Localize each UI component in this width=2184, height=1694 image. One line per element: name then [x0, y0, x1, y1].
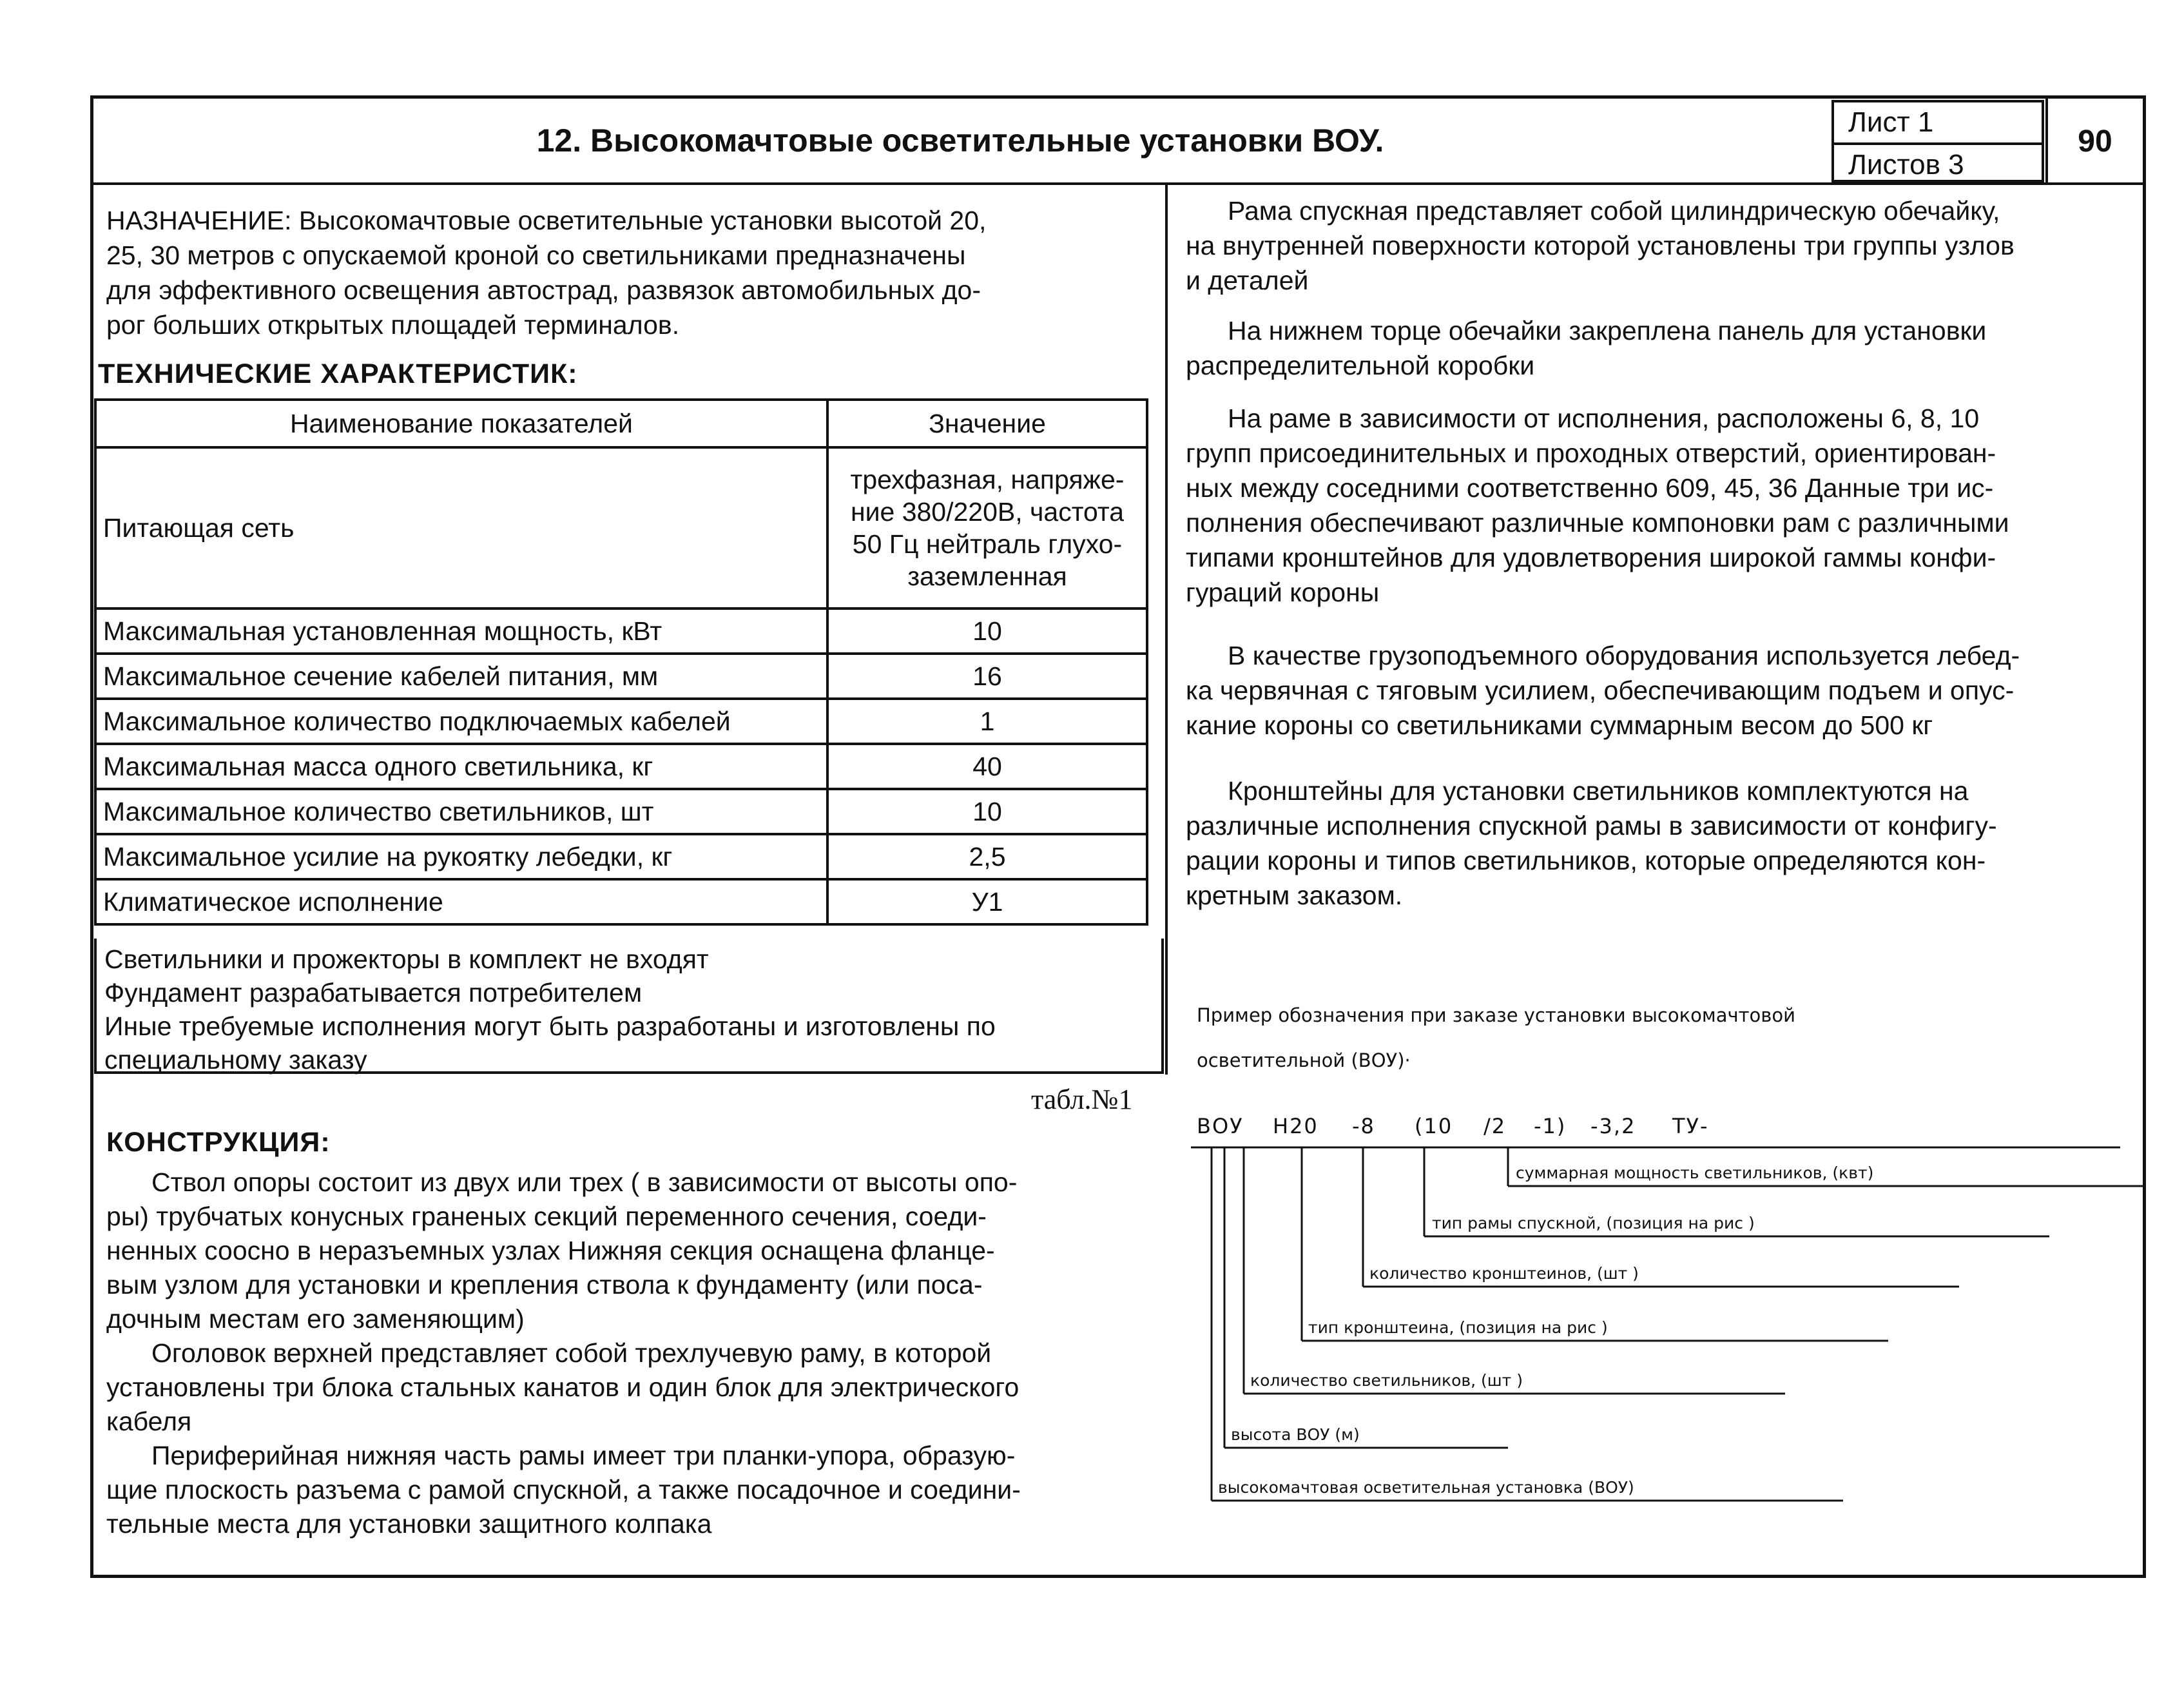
right-line: типами кронштейнов для удовлетворения широкой гаммы конфи-	[1186, 543, 1996, 572]
column-header-value: Значение	[827, 400, 1147, 447]
note-line: Иные требуемые исполнения могут быть разработаны и изготовлены по	[104, 1011, 996, 1041]
spec-name: Питающая сеть	[95, 447, 827, 608]
spec-value-line: заземленная	[907, 561, 1067, 591]
right-paragraph	[1186, 313, 2133, 383]
spec-name: Максимальное количество светильников, шт	[95, 789, 827, 834]
right-line: полнения обеспечивают различные компоновки рам с различными	[1186, 508, 2009, 538]
spec-value: 2,5	[827, 834, 1147, 879]
column-divider	[1165, 185, 1168, 1075]
table-row	[95, 834, 1147, 879]
purpose-text	[106, 203, 1163, 342]
construction-heading: КОНСТРУКЦИЯ:	[106, 1127, 331, 1158]
legend-bracket-count: количество кронштеинов, (шт )	[1369, 1264, 1639, 1283]
spec-name: Максимальное сечение кабелей питания, мм	[95, 654, 827, 699]
code-part: ВОУ	[1197, 1114, 1244, 1138]
table-header-row	[95, 400, 1147, 447]
right-line: различные исполнения спускной рамы в зависимости от конфигу-	[1186, 811, 1997, 841]
table-row	[95, 879, 1147, 924]
right-line: на внутренней поверхности которой установлены три группы узлов	[1186, 231, 2015, 260]
right-paragraph	[1186, 774, 2133, 913]
spec-value: 10	[827, 608, 1147, 654]
right-line: гураций короны	[1186, 578, 1380, 607]
right-line: Кронштейны для установки светильников комплектуются на	[1228, 776, 1969, 806]
code-part: -1)	[1534, 1114, 1567, 1138]
construction-line: установлены три блока стальных канатов и один блок для электрического	[106, 1372, 1020, 1402]
sheet-info-box	[1831, 100, 2044, 182]
spec-name: Максимальная масса одного светильника, кг	[95, 744, 827, 789]
right-line: рации короны и типов светильников, которые определяются кон-	[1186, 846, 1986, 875]
specs-heading: ТЕХНИЧЕСКИЕ ХАРАКТЕРИСТИК:	[98, 358, 578, 389]
purpose-line: 25, 30 метров с опускаемой кроной со светильниками предназначены	[106, 240, 966, 270]
construction-line: ненных соосно в неразъемных узлах Нижняя секция оснащена фланце-	[106, 1236, 995, 1265]
spec-name: Максимальное усилие на рукоятку лебедки, кг	[95, 834, 827, 879]
construction-line: щие плоскость разъема с рамой спускной, а также посадочное и соедини-	[106, 1475, 1021, 1504]
spec-value-line: ние 380/220В, частота	[850, 497, 1125, 527]
construction-line: тельные места для установки защитного колпака	[106, 1509, 712, 1539]
code-part: -3,2	[1590, 1114, 1636, 1138]
right-line: ных между соседними соответственно 609, 45, 36 Данные три ис-	[1186, 473, 1994, 503]
code-part: (10	[1415, 1114, 1453, 1138]
table-label: табл.№1	[1031, 1084, 1133, 1115]
spec-value: 10	[827, 789, 1147, 834]
right-line: ка червячная с тяговым усилием, обеспечивающим подъем и опус-	[1186, 676, 2015, 705]
table-row	[95, 608, 1147, 654]
table-row	[95, 744, 1147, 789]
right-line: Рама спускная представляет собой цилиндрическую обечайку,	[1228, 196, 2000, 226]
note-line: Фундамент разрабатывается потребителем	[104, 978, 643, 1008]
construction-line: Ствол опоры состоит из двух или трех ( в зависимости от высоты опо-	[151, 1167, 1018, 1197]
specs-table	[94, 398, 1148, 926]
right-line: кание короны со светильниками суммарным весом до 500 кг	[1186, 710, 1933, 740]
sheets-total: Листов 3	[1834, 142, 2042, 185]
spec-value: 1	[827, 699, 1147, 744]
construction-text	[106, 1165, 1163, 1541]
code-part: Н20	[1273, 1114, 1319, 1138]
spec-value-line: трехфазная, напряже-	[850, 465, 1125, 494]
legend-total-power: суммарная мощность светильников, (квт)	[1516, 1163, 1874, 1182]
right-line: В качестве грузоподъемного оборудования используется лебед-	[1228, 641, 2020, 670]
spec-name: Максимальная установленная мощность, кВт	[95, 608, 827, 654]
table-row	[95, 699, 1147, 744]
spec-value-line: 50 Гц нейтраль глухо-	[852, 529, 1123, 559]
sheet-number: Лист 1	[1848, 106, 1934, 138]
table-row	[95, 654, 1147, 699]
construction-line: ры) трубчатых конусных граненых секций переменного сечения, соеди-	[106, 1202, 987, 1231]
construction-line: дочным местам его заменяющим)	[106, 1304, 525, 1334]
table-row	[95, 447, 1147, 608]
spec-name: Максимальное количество подключаемых кабелей	[95, 699, 827, 744]
right-paragraph	[1186, 193, 2133, 298]
legend-height: высота ВОУ (м)	[1231, 1425, 1360, 1444]
right-paragraph	[1186, 638, 2133, 743]
column-header-name: Наименование показателей	[95, 400, 827, 447]
construction-line: Оголовок верхней представляет собой трехлучевую раму, в которой	[151, 1338, 992, 1368]
spec-value	[827, 447, 1147, 608]
note-line: специальному заказу	[104, 1045, 367, 1075]
right-line: и деталей	[1186, 266, 1309, 295]
right-line: На раме в зависимости от исполнения, расположены 6, 8, 10	[1228, 404, 1980, 433]
code-part: ТУ-	[1672, 1114, 1709, 1138]
order-example-caption: осветительной (ВОУ)·	[1197, 1049, 1411, 1071]
purpose-line: рог больших открытых площадей терминалов.	[106, 310, 680, 340]
legend-installation: высокомачтовая осветительная установка (ВОУ)	[1218, 1478, 1634, 1497]
legend-frame-type: тип рамы спускной, (позиция на рис )	[1432, 1214, 1755, 1232]
right-line: кретным заказом.	[1186, 881, 1403, 910]
right-line: групп присоединительных и проходных отверстий, ориентирован-	[1186, 438, 1996, 468]
legend-luminaire-count: количество светильников, (шт )	[1250, 1371, 1523, 1390]
spec-value: 16	[827, 654, 1147, 699]
order-example-caption: Пример обозначения при заказе установки высокомачтовой	[1197, 1004, 1795, 1026]
spec-value: 40	[827, 744, 1147, 789]
page-number: 90	[2078, 124, 2112, 159]
specs-notes	[94, 939, 1164, 1074]
right-line: На нижнем торце обечайки закреплена панель для установки	[1228, 316, 1987, 346]
page-title: 12. Высокомачтовые осветительные установки ВОУ.	[536, 122, 1384, 159]
code-part: -8	[1352, 1114, 1375, 1138]
code-part: /2	[1483, 1114, 1507, 1138]
spec-value: У1	[827, 879, 1147, 924]
legend-bracket-type: тип кронштеина, (позиция на рис )	[1308, 1318, 1608, 1337]
construction-line: Периферийная нижняя часть рамы имеет три планки-упора, образую-	[151, 1441, 1016, 1470]
construction-line: кабеля	[106, 1407, 192, 1436]
spec-name: Климатическое исполнение	[95, 879, 827, 924]
note-line: Светильники и прожекторы в комплект не входят	[104, 944, 709, 974]
right-line: распределительной коробки	[1186, 351, 1535, 380]
purpose-line: НАЗНАЧЕНИЕ: Высокомачтовые осветительные установки высотой 20,	[106, 206, 987, 235]
table-row	[95, 789, 1147, 834]
construction-line: вым узлом для установки и крепления ствола к фундаменту (или поса-	[106, 1270, 983, 1300]
right-paragraph	[1186, 401, 2133, 610]
purpose-line: для эффективного освещения автострад, развязок автомобильных до-	[106, 275, 981, 305]
